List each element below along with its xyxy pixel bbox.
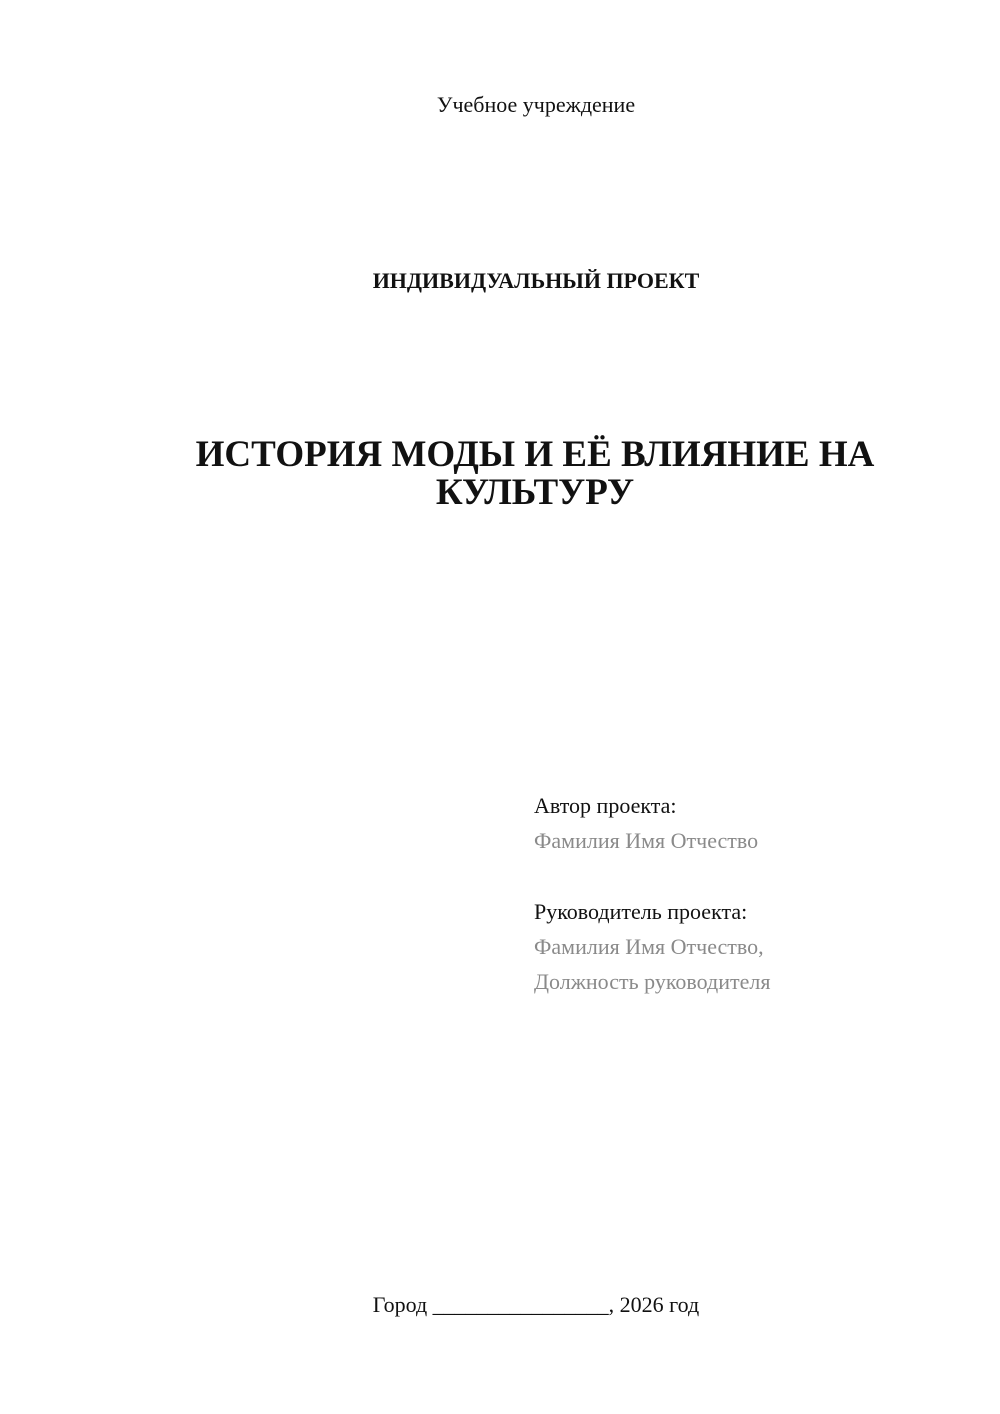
supervisor-position: Должность руководителя <box>534 969 771 994</box>
city-year-line: Город ________________, 2026 год <box>372 1292 700 1317</box>
project-title-line-1: ИСТОРИЯ МОДЫ И ЕЁ ВЛИЯНИЕ НА <box>195 434 875 475</box>
author-label: Автор проекта: <box>534 793 677 818</box>
project-title <box>150 436 920 512</box>
project-people-block <box>534 788 974 999</box>
supervisor-name: Фамилия Имя Отчество, <box>534 934 764 959</box>
spacer <box>534 858 974 894</box>
project-type-heading: ИНДИВИДУАЛЬНЫЙ ПРОЕКТ <box>372 268 700 293</box>
supervisor-label: Руководитель проекта: <box>534 899 748 924</box>
author-name: Фамилия Имя Отчество <box>534 828 759 853</box>
project-title-line-2: КУЛЬТУРУ <box>435 472 635 513</box>
institution-name: Учебное учреждение <box>436 92 636 117</box>
